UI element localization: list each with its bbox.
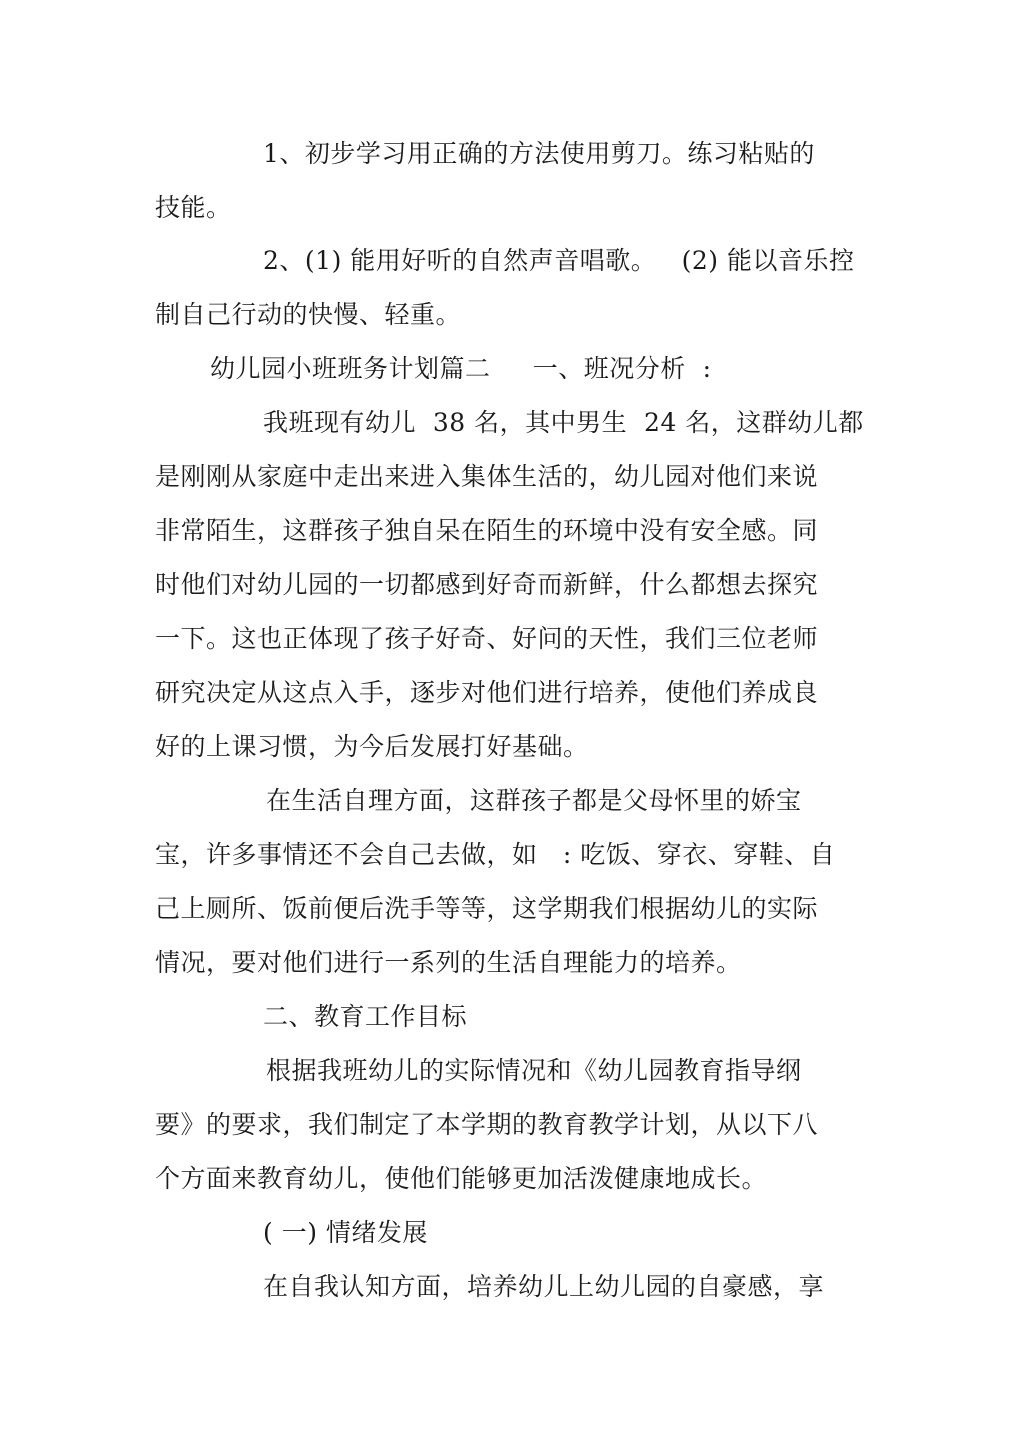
text-line: 研究决定从这点入手，逐步对他们进行培养，使他们养成良 (155, 678, 819, 707)
text-line: 己上厕所、饭前便后洗手等等，这学期我们根据幼儿的实际 (155, 894, 819, 923)
text-line: 技能。 (155, 193, 232, 222)
text-line: 是刚刚从家庭中走出来进入集体生活的，幼儿园对他们来说 (155, 462, 819, 491)
text-line: 时他们对幼儿园的一切都感到好奇而新鲜，什么都想去探究 (155, 570, 819, 599)
text-line: 非常陌生，这群孩子独自呆在陌生的环境中没有安全感。同 (155, 516, 819, 545)
text-line: 在自我认知方面，培养幼儿上幼儿园的自豪感，享 (263, 1272, 825, 1301)
subsection-heading-line: ( 一) 情绪发展 (263, 1218, 428, 1247)
text-line: 情况，要对他们进行一系列的生活自理能力的培养。 (155, 948, 742, 977)
text-line: 在生活自理方面，这群孩子都是父母怀里的娇宝 (266, 786, 802, 815)
text-line: 好的上课习惯，为今后发展打好基础。 (155, 732, 589, 761)
text-line: 个方面来教育幼儿，使他们能够更加活泼健康地成长。 (155, 1164, 768, 1193)
text-line: 1、初步学习用正确的方法使用剪刀。练习粘贴的 (263, 139, 815, 168)
text-line: 制自己行动的快慢、轻重。 (155, 300, 462, 329)
section-heading-line: 幼儿园小班班务计划篇二 一、班况分析 : (210, 354, 712, 383)
text-line: 我班现有幼儿 38 名，其中男生 24 名，这群幼儿都 (263, 408, 864, 437)
text-line: 要》的要求，我们制定了本学期的教育教学计划，从以下八 (155, 1110, 819, 1139)
text-line: 一下。这也正体现了孩子好奇、好问的天性，我们三位老师 (155, 624, 819, 653)
section-heading-line: 二、教育工作目标 (263, 1002, 468, 1031)
text-line: 宝，许多事情还不会自己去做，如 : 吃饭、穿衣、穿鞋、自 (155, 840, 836, 869)
text-line: 根据我班幼儿的实际情况和《幼儿园教育指导纲 (266, 1056, 802, 1085)
text-line: 2、(1) 能用好听的自然声音唱歌。 (2) 能以音乐控 (263, 246, 855, 275)
